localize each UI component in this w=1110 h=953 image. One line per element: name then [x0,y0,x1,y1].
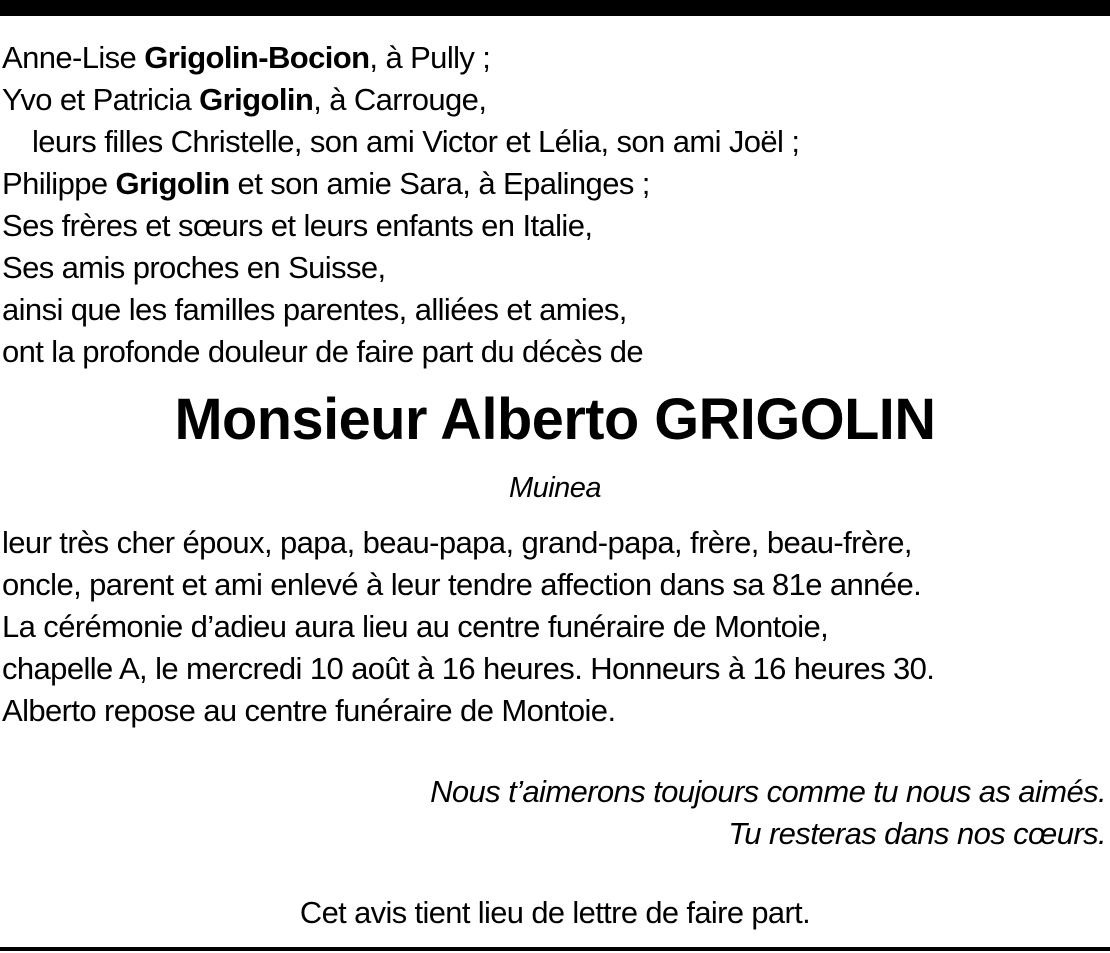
family-name-bold: Grigolin [199,82,314,117]
family-line-5: Ses frères et sœurs et leurs enfants en Italie, [2,208,593,243]
family-line-1-suffix: , à Pully ; [369,40,491,75]
family-name-bold: Grigolin [115,166,230,201]
body-line-2: oncle, parent et ami enlevé à leur tendre affection dans sa 81e année. [2,567,922,602]
top-border [0,0,1110,16]
quote-line-2: Tu resteras dans nos cœurs. [728,816,1106,851]
family-name-bold: Grigolin-Bocion [144,40,370,75]
family-line-7: ainsi que les familles parentes, alliées et amies, [2,292,627,327]
family-line-2 [2,79,486,121]
family-line-6: Ses amis proches en Suisse, [2,250,386,285]
body-line-3: La cérémonie d’adieu aura lieu au centre funéraire de Montoie, [2,609,829,644]
family-line-3: leurs filles Christelle, son ami Victor et Lélia, son ami Joël ; [32,124,800,159]
body-line-5: Alberto repose au centre funéraire de Montoie. [2,693,616,728]
family-line-1 [2,37,490,79]
family-line-4 [2,163,650,205]
family-line-8: ont la profonde douleur de faire part du décès de [2,334,644,369]
deceased-origin: Muinea [508,472,602,504]
body-line-1: leur très cher époux, papa, beau-papa, grand-papa, frère, beau-frère, [2,525,912,560]
quote-line-1: Nous t’aimerons toujours comme tu nous as aimés. [430,774,1106,809]
family-line-2-suffix: , à Carrouge, [313,82,487,117]
family-line-2-prefix: Yvo et Patricia [2,82,200,117]
family-line-4-prefix: Philippe [2,166,116,201]
body-line-4: chapelle A, le mercredi 10 août à 16 heures. Honneurs à 16 heures 30. [2,651,935,686]
bottom-border [0,947,1110,951]
family-line-1-prefix: Anne-Lise [2,40,145,75]
closing-note: Cet avis tient lieu de lettre de faire part. [299,895,811,930]
deceased-name: Monsieur Alberto GRIGOLIN [174,387,936,452]
family-line-4-suffix: et son amie Sara, à Epalinges ; [229,166,650,201]
